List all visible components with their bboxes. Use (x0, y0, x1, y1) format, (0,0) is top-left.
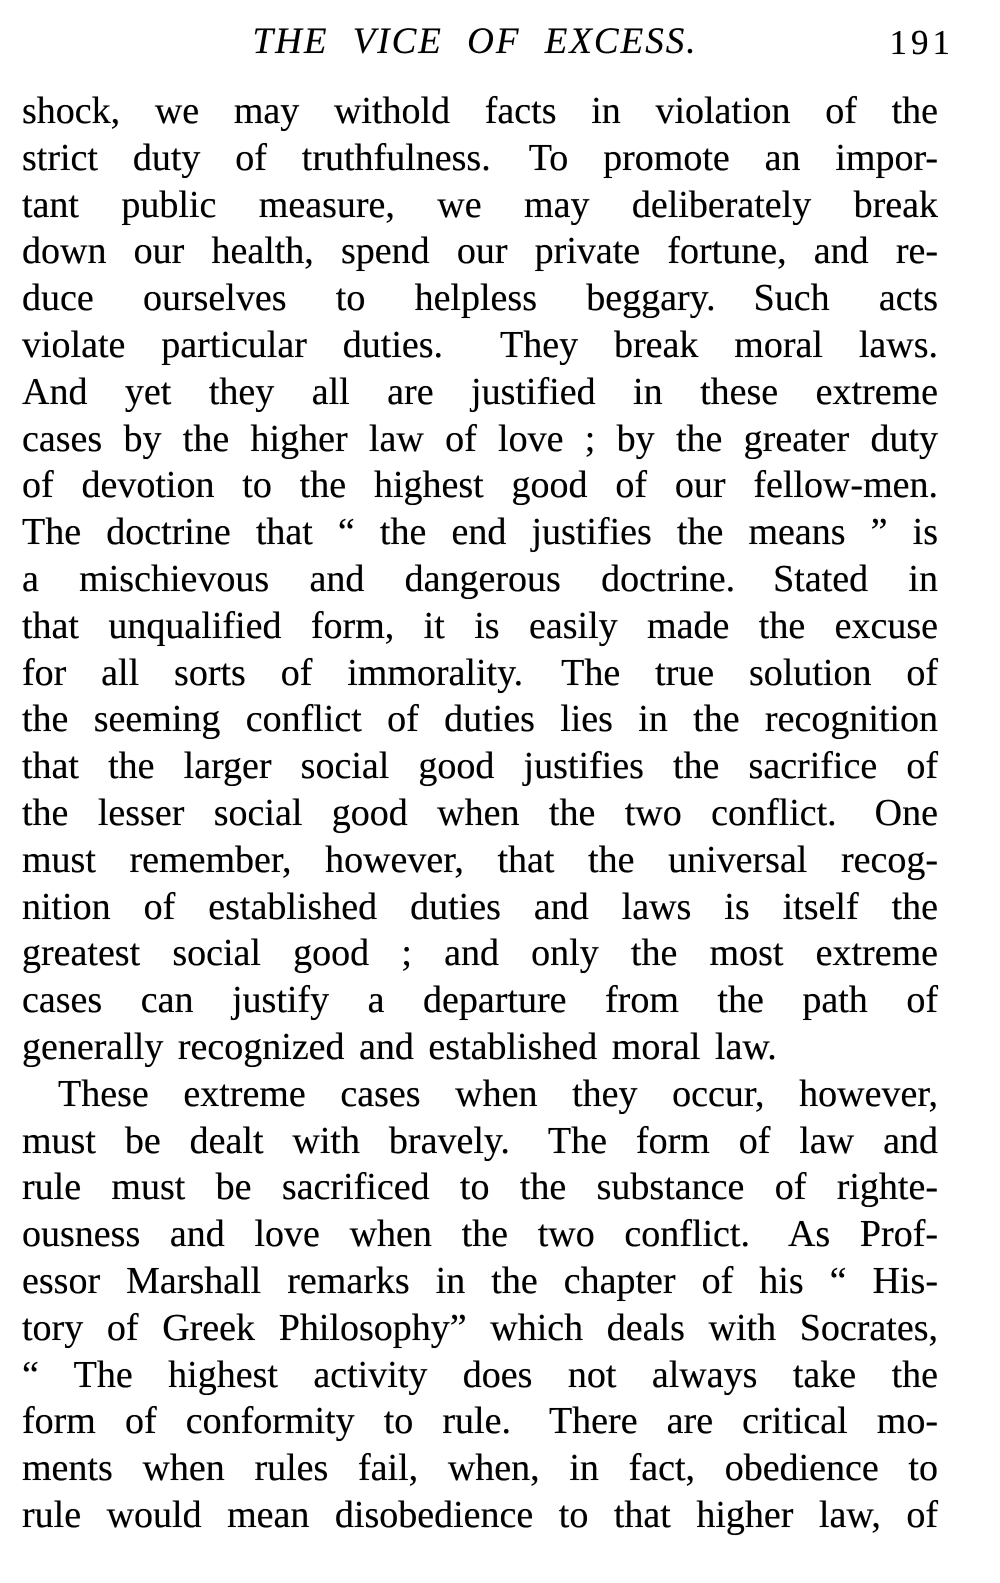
text-line: cases can justify a departure from the path of (22, 979, 938, 1022)
text-line: must remember, however, that the universal recog- (22, 838, 938, 881)
text-line: nition of established duties and laws is itself the (22, 885, 938, 928)
text-line: a mischievous and dangerous doctrine. Stated in (22, 557, 938, 600)
text-line: must be dealt with bravely. The form of law and (22, 1119, 938, 1162)
text-line: These extreme cases when they occur, however, (58, 1072, 938, 1115)
text-line: that the larger social good justifies the sacrifice of (22, 745, 938, 788)
text-line: greatest social good ; and only the most extreme (22, 932, 938, 975)
text-line: the lesser social good when the two conflict. One (22, 791, 938, 834)
text-line: for all sorts of immorality. The true solution of (22, 651, 938, 694)
text-lines (22, 88, 938, 1539)
text-line: tant public measure, we may deliberately break (22, 183, 938, 226)
running-title: THE VICE OF EXCESS. (252, 21, 698, 62)
text-line: essor Marshall remarks in the chapter of his “ His- (22, 1259, 938, 1302)
text-line: violate particular duties. They break moral laws. (22, 323, 938, 366)
text-line: rule would mean disobedience to that higher law, of (22, 1493, 938, 1536)
text-line: rule must be sacrificed to the substance of righte- (22, 1166, 938, 1209)
text-line: the seeming conflict of duties lies in the recognition (22, 698, 938, 741)
text-line: cases by the higher law of love ; by the greater duty (22, 417, 938, 460)
text-line: that unqualified form, it is easily made the excuse (22, 604, 938, 647)
text-line: form of conformity to rule. There are critical mo- (22, 1400, 938, 1443)
text-line: down our health, spend our private fortune, and re- (22, 230, 938, 273)
text-line: ousness and love when the two conflict. As Prof- (22, 1213, 938, 1256)
text-line: “ The highest activity does not always take the (22, 1353, 938, 1396)
page-header (0, 20, 1000, 68)
text-line: The doctrine that “ the end justifies the means ” is (22, 511, 938, 554)
text-line: of devotion to the highest good of our fellow-men. (22, 464, 938, 507)
text-line: duce ourselves to helpless beggary. Such acts (22, 277, 938, 320)
text-line: ments when rules fail, when, in fact, obedience to (22, 1447, 938, 1490)
text-line: tory of Greek Philosophy” which deals with Socrates, (22, 1306, 938, 1349)
text-line: generally recognized and established moral law. (22, 1025, 777, 1068)
text-line: strict duty of truthfulness. To promote an impor- (22, 136, 938, 179)
text-line: And yet they all are justified in these extreme (22, 370, 938, 413)
text-line: shock, we may withold facts in violation of the (22, 90, 938, 132)
page-number: 191 (889, 23, 954, 62)
